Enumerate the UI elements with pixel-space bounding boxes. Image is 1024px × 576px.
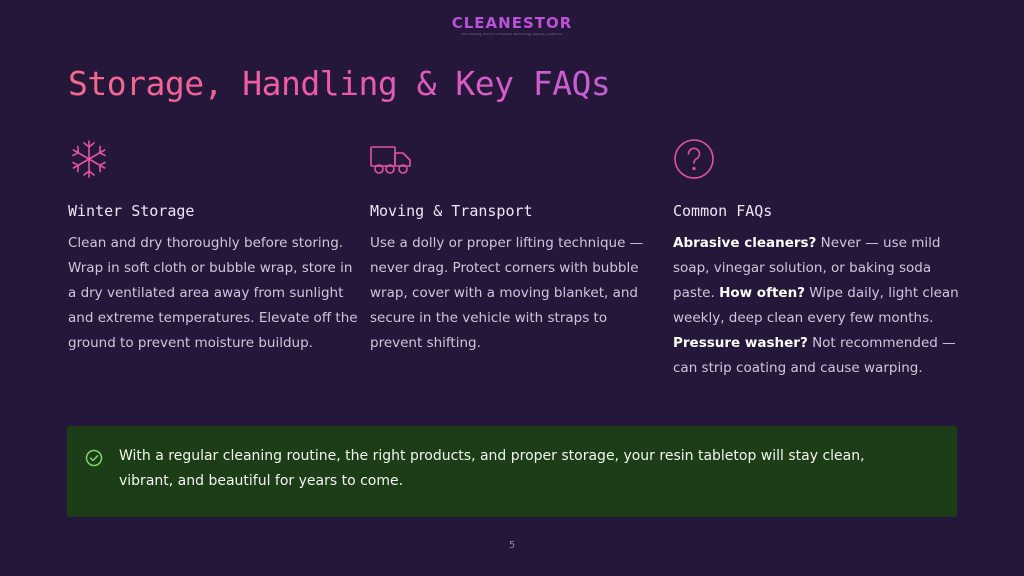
brand-logo — [0, 14, 1024, 37]
section-text: Use a dolly or proper lifting technique — never drag. Protect corners with bubble wrap, cover with a moving blanket, and secure in the vehicle with straps to prevent shifting. — [370, 235, 644, 351]
page-number: 5 — [508, 540, 516, 551]
faq-text — [673, 231, 963, 381]
section-heading: Moving & Transport — [370, 202, 533, 220]
faq-answer: Wipe daily, light clean weekly, deep clean every few months. — [673, 285, 959, 326]
faq-question: Abrasive cleaners? — [673, 235, 817, 251]
common-faqs-section — [673, 138, 963, 381]
faq-answer: Not recommended — can strip coating and cause warping. — [673, 335, 956, 376]
truck-icon — [370, 138, 412, 180]
section-heading: Winter Storage — [68, 202, 195, 220]
faq-answer: Never — use mild soap, vinegar solution, or baking soda paste. — [673, 235, 941, 301]
question-circle-icon — [673, 138, 715, 180]
check-circle-icon — [85, 449, 103, 467]
faq-question: How often? — [719, 285, 806, 301]
brand-tagline: The leading choice in Flexible Technology delivery platform — [461, 32, 563, 36]
winter-storage-section — [68, 138, 358, 356]
faq-question: Pressure washer? — [673, 335, 808, 351]
moving-transport-section — [370, 138, 660, 356]
callout-text: With a regular cleaning routine, the right products, and proper storage, your resin tabletop will stay clean, vibrant, and beautiful for years to come. — [119, 448, 865, 489]
page-title: Storage, Handling & Key FAQs — [68, 64, 611, 103]
snowflake-icon — [68, 138, 110, 180]
brand-name: CLEANESTOR — [0, 14, 1024, 32]
section-text: Clean and dry thoroughly before storing. Wrap in soft cloth or bubble wrap, store in a dry ventilated area away from sunlight and extreme temperatures. Elevate off the ground to prevent moisture buildup. — [68, 235, 358, 351]
section-heading: Common FAQs — [673, 202, 773, 220]
summary-callout — [67, 426, 957, 517]
